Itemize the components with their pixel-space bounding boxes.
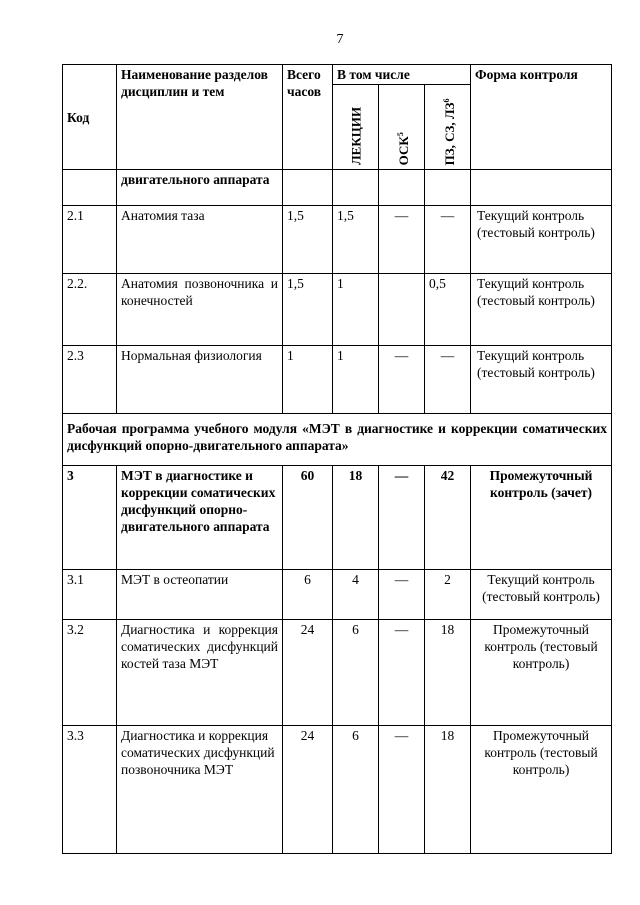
row-name: Диагностика и коррекция соматических дисфункций костей таза МЭТ [117,620,283,726]
row-control: Текущий контроль (тестовый контроль) [471,346,612,414]
row-osk: — [379,570,425,620]
table-row [63,570,612,620]
header-code: Код [63,65,117,170]
header-total: Всего часов [283,65,333,170]
row-total: 24 [283,726,333,854]
row-name: Диагностика и коррекция соматических дисфункций позвоночника МЭТ [117,726,283,854]
row-pz: 2 [425,570,471,620]
module-code: 3 [63,466,117,570]
row-total: 24 [283,620,333,726]
row-lectures: 4 [333,570,379,620]
module-name: МЭТ в диагностике и коррекции соматических дисфункций опорно-двигательного аппарата [117,466,283,570]
header-pz: ПЗ, СЗ, $ЛЗ^6$ [425,85,471,170]
row-osk: — [379,206,425,274]
header-including: В том числе [333,65,471,85]
module-row [63,466,612,570]
page-number: 7 [336,32,344,47]
table-row [63,620,612,726]
row-name: Анатомия таза [117,206,283,274]
row-osk [379,274,425,346]
row-code: 2.3 [63,346,117,414]
module-control: Промежуточный контроль (зачет) [471,466,612,570]
row-total: 1,5 [283,274,333,346]
table-row [63,274,612,346]
row-control: Промежуточный контроль (тестовый контроль) [471,726,612,854]
row-control: Промежуточный контроль (тестовый контроль) [471,620,612,726]
row-lectures: 6 [333,726,379,854]
curriculum-table [62,64,612,854]
table-row [63,726,612,854]
row-total: 1 [283,346,333,414]
header-name: Наименование разделов дисциплин и тем [117,65,283,170]
row-name: Анатомия позвоночника и конечностей [117,274,283,346]
header-row [63,65,612,85]
row-code: 3.2 [63,620,117,726]
header-control: Форма контроля [471,65,612,170]
table-row [63,346,612,414]
header-lectures: ЛЕКЦИИ [333,85,379,170]
row-lectures: 1 [333,346,379,414]
continuation-row [63,170,612,206]
row-control: Текущий контроль (тестовый контроль) [471,274,612,346]
row-lectures: 1 [333,274,379,346]
row-pz: 0,5 [425,274,471,346]
header-osk: ОСК$^5$ [379,85,425,170]
row-osk: — [379,620,425,726]
module-title-row [63,414,612,466]
row-pz: — [425,206,471,274]
row-code: 2.1 [63,206,117,274]
row-pz: 18 [425,726,471,854]
module-title: Рабочая программа учебного модуля «МЭТ в диагностике и коррекции соматических дисфункций опорно-двигательного аппарата» [63,414,612,466]
row-name: МЭТ в остеопатии [117,570,283,620]
row-control: Текущий контроль (тестовый контроль) [471,206,612,274]
continuation-name: двигательного аппарата [117,170,283,206]
module-pz: 42 [425,466,471,570]
row-osk: — [379,346,425,414]
row-osk: — [379,726,425,854]
table-row [63,206,612,274]
row-code: 2.2. [63,274,117,346]
module-osk: — [379,466,425,570]
row-total: 6 [283,570,333,620]
row-pz: 18 [425,620,471,726]
row-code: 3.3 [63,726,117,854]
row-name: Нормальная физиология [117,346,283,414]
row-control: Текущий контроль (тестовый контроль) [471,570,612,620]
row-pz: — [425,346,471,414]
module-lectures: 18 [333,466,379,570]
row-code: 3.1 [63,570,117,620]
row-total: 1,5 [283,206,333,274]
module-total: 60 [283,466,333,570]
row-lectures: 1,5 [333,206,379,274]
row-lectures: 6 [333,620,379,726]
